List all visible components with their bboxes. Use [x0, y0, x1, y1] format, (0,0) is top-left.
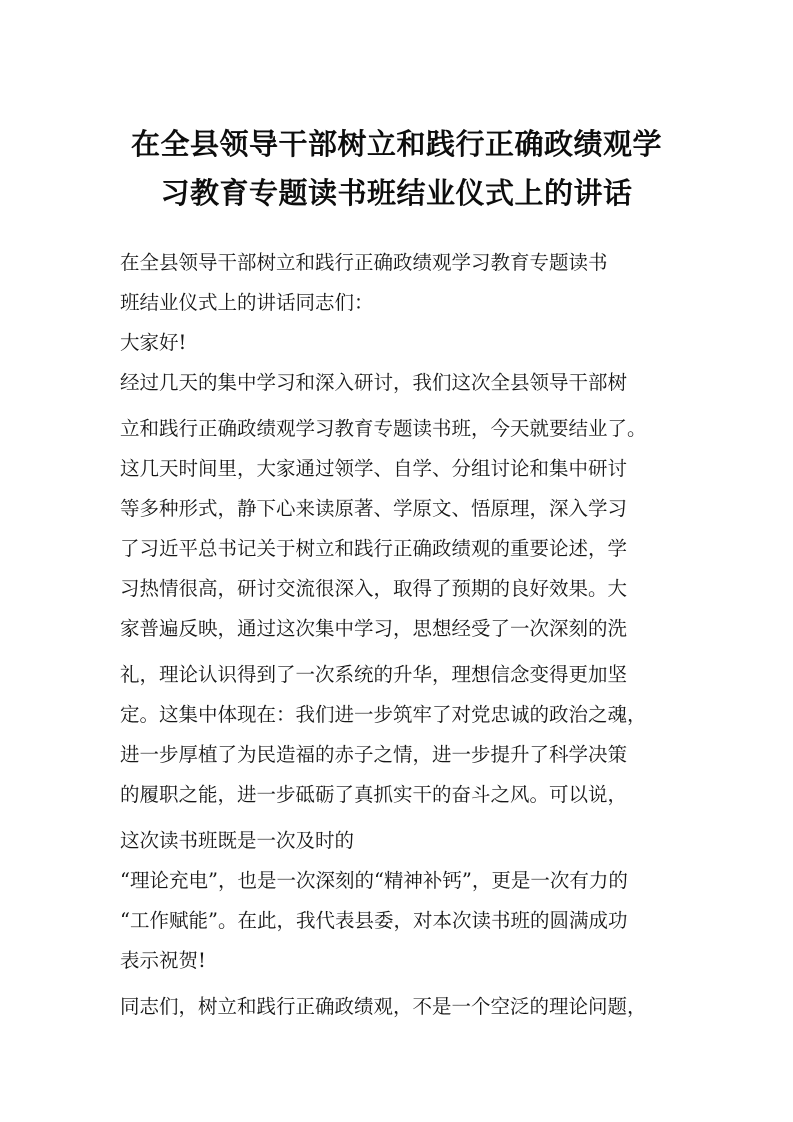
body-line: 礼，理论认识得到了一次系统的升华，理想信念变得更加坚 [120, 663, 628, 686]
body-line: 进一步厚植了为民造福的赤子之情，进一步提升了科学决策 [120, 743, 628, 766]
body-line: 大家好! [120, 331, 187, 354]
body-line: 家普遍反映，通过这次集中学习，思想经受了一次深刻的洗 [120, 617, 628, 640]
body-line: 习热情很高，研讨交流很深入，取得了预期的良好效果。大 [120, 577, 628, 600]
body-line: 立和践行正确政绩观学习教育专题读书班，今天就要结业了。 [120, 417, 647, 440]
body-line: 同志们，树立和践行正确政绩观，不是一个空泛的理论问题， [120, 995, 647, 1018]
body-line: 经过几天的集中学习和深入研讨，我们这次全县领导干部树 [120, 371, 628, 394]
body-line: 在全县领导干部树立和践行正确政绩观学习教育专题读书 [120, 251, 608, 274]
body-line: 了习近平总书记关于树立和践行正确政绩观的重要论述，学 [120, 537, 628, 560]
body-line: “工作赋能”。在此，我代表县委，对本次读书班的圆满成功 [120, 909, 628, 932]
body-line: “理论充电”，也是一次深刻的“精神补钙”，更是一次有力的 [120, 869, 628, 892]
document-title-line-2: 习教育专题读书班结业仪式上的讲话 [160, 176, 633, 210]
body-line: 等多种形式，静下心来读原著、学原文、悟原理，深入学习 [120, 497, 628, 520]
body-line: 定。这集中体现在：我们进一步筑牢了对党忠诚的政治之魂， [120, 703, 647, 726]
body-line: 的履职之能，进一步砥砺了真抓实干的奋斗之风。可以说， [120, 783, 628, 806]
body-line: 这几天时间里，大家通过领学、自学、分组讨论和集中研讨 [120, 457, 628, 480]
document-title-line-1: 在全县领导干部树立和践行正确政绩观学 [130, 127, 662, 161]
body-line: 班结业仪式上的讲话同志们： [120, 291, 374, 314]
body-line: 这次读书班既是一次及时的 [120, 829, 355, 852]
body-line: 表示祝贺! [120, 949, 206, 972]
